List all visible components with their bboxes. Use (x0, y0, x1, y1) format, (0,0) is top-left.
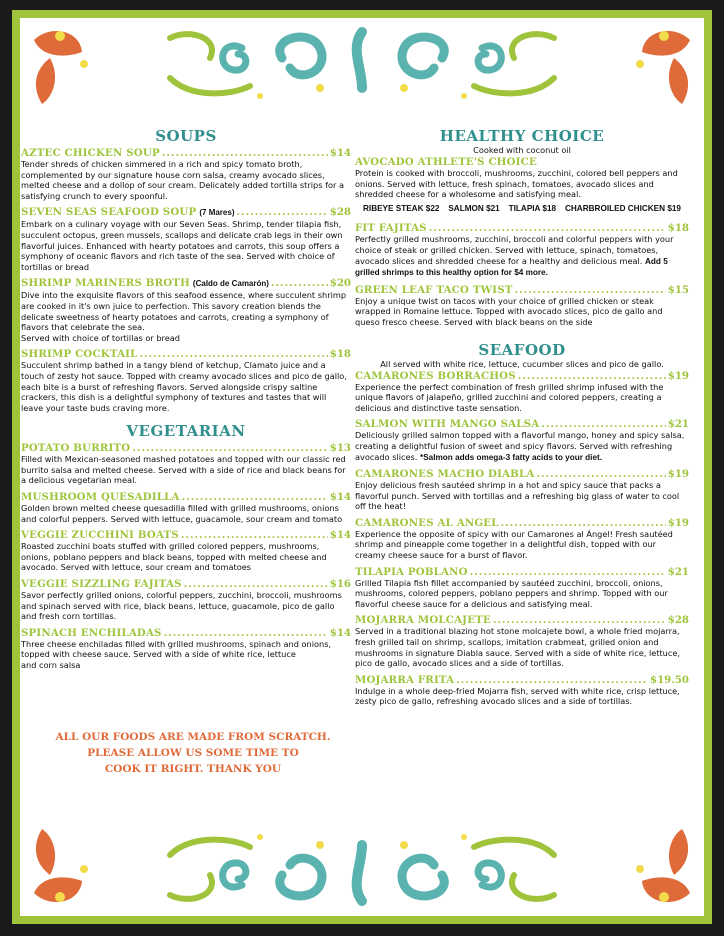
item-description: Dive into the exquisite flavors of this seafood essence, where succulent shrimp are cooked in it's own juice to perfection. This savory creation blends the delicate sweetness of hearty potatoes and carrots, creating a symphony of flavors that celebrate the sea. (21, 290, 347, 333)
left-petal-ornament (34, 31, 88, 104)
item-description: Roasted zucchini boats stuffed with grilled colored peppers, mushrooms, onions, poblano peppers and black beans, topped with melted cheese and avocado. Served with lettuce, sour cream and tomatoes (21, 541, 327, 573)
item-description: Experience the perfect combination of fresh grilled shrimp infused with the unique flavors of jalapeño, grilled zucchini and colored peppers, creating a delicious and distinctive taste sensation. (355, 381, 664, 413)
menu-item (21, 206, 351, 272)
item-price: $20 (329, 277, 351, 290)
scratch-notice-line: ALL OUR FOODS ARE MADE FROM SCRATCH. (55, 731, 331, 743)
scratch-notice (40, 729, 346, 777)
seafood-subtitle: All served with white rice, lettuce, cucumber slices and pico de gallo. (380, 358, 664, 369)
item-name: AVOCADO ATHLETE'S CHOICE (355, 156, 537, 168)
item-price: $14 (329, 491, 351, 504)
item-price: $13 (329, 442, 351, 455)
item-name: GREEN LEAF TACO TWIST (355, 283, 513, 296)
right-column (355, 128, 689, 707)
item-name: CAMARONES BORRACHOS (355, 369, 516, 382)
healthy-choice-title: HEALTHY CHOICE (439, 127, 605, 145)
protein-option: CHARBROILED CHICKEN $19 (564, 203, 681, 213)
left-column (21, 128, 351, 671)
item-price: $15 (667, 283, 689, 296)
item-description: Protein is cooked with broccoli, mushrooms, zucchini, colored bell peppers and onions. Served with lettuce, fresh spinach, tomatoes, avocado slices and shredded cheese for a wholesome and satisfying meal. (355, 168, 678, 200)
item-description: Enjoy a unique twist on tacos with your choice of grilled chicken or steak wrapped in Romaine lettuce. Topped with avocado slices, pico de gallo and queso fresco cheese. Served with black beans on the side (355, 295, 663, 327)
item-price: $21 (667, 418, 689, 431)
scratch-notice-line: COOK IT RIGHT. THANK YOU (104, 763, 282, 775)
menu-item (355, 156, 689, 214)
item-name: POTATO BURRITO (21, 442, 131, 455)
item-description: Three cheese enchiladas filled with grilled mushrooms, spinach and onions, topped with cheese sauce. Served with a side of white rice, lettuce (21, 638, 332, 660)
item-description: Experience the opposite of spicy with our Camarones al Ángel! Fresh sautéed shrimp and pineapple come together in a delightful dish, topped with our creamy cheese sauce for a burst of flavor. (355, 528, 673, 561)
bottom-ornament (20, 815, 704, 915)
protein-options (363, 204, 681, 215)
menu-item (355, 222, 689, 278)
item-name: SALMON WITH MANGO SALSA (355, 418, 540, 431)
item-name: CAMARONES MACHO DIABLA (355, 468, 535, 481)
menu-item (21, 348, 351, 413)
menu-item (355, 566, 689, 610)
item-description: Filled with Mexican-seasoned mashed potatoes and topped with our classic red burrito salsa and melted cheese. Served with a side of rice and black beans for a delicious vegetarian meal. (21, 454, 346, 486)
right-petal-ornament-bottom (636, 829, 690, 902)
item-price: $19 (667, 369, 689, 382)
protein-option: RIBEYE STEAK $22 (363, 203, 440, 213)
item-name: SEVEN SEAS SEAFOOD SOUP (21, 206, 197, 219)
item-addon-note: *Salmon adds omega-3 fatty acids to your diet. (420, 452, 603, 462)
center-swirl-ornament (170, 32, 554, 99)
item-description-extra: Served with choice of tortillas or bread (21, 332, 180, 343)
item-note: (7 Mares) (199, 208, 235, 218)
item-price: $19 (667, 516, 689, 529)
item-price: $18 (329, 348, 351, 361)
item-description: Tender shreds of chicken simmered in a rich and spicy tomato broth, complemented by our signature house corn salsa, creamy avocado slices, melted cheese and a dollop of sour cream. Delicately added tortilla strips for a satisfying crunch to every spoonful. (21, 159, 344, 201)
item-name: MUSHROOM QUESADILLA (21, 491, 180, 504)
item-description: Served in a traditional blazing hot stone molcajete bowl, a whole fried mojarra, fresh grilled tail on shrimp, scallops, imitation crabmeat, grilled onion and mushrooms in signature Diabla sauce. Served with a side of white rice, lettuce, pico de gallo, avocado slices and a side of tortillas. (355, 626, 681, 669)
item-name: VEGGIE ZUCCHINI BOATS (21, 529, 179, 542)
item-description: Deliciously grilled salmon topped with a flavorful mango, honey and spicy salsa, creating a delightful fusion of sweet and spicy flavors. Served with refreshing avocado slices. *Salmon adds omega-3 fatty acids to your diet. (355, 430, 685, 462)
menu-item (21, 491, 351, 524)
scratch-notice-line: PLEASE ALLOW US SOME TIME TO (87, 747, 299, 759)
item-name: TILAPIA POBLANO (355, 565, 468, 578)
item-description: Grilled Tilapia fish fillet accompanied by sautéed zucchini, broccoli, onions, mushrooms, colored peppers, poblano peppers and shrimp. Topped with our flavorful cheese sauce for a delicious and satisfying meal. (355, 577, 668, 609)
item-price: $21 (667, 565, 689, 578)
item-description: Indulge in a whole deep-fried Mojarra fish, served with white rice, crisp lettuce, zesty pico de gallo, refreshing avocado slices and a side of tortillas. (355, 685, 680, 707)
menu-item (21, 529, 351, 573)
menu-item (21, 277, 351, 343)
menu-item (355, 674, 689, 707)
menu-item (21, 627, 351, 671)
item-note: (Caldo de Camarón) (192, 279, 269, 289)
item-description: Succulent shrimp bathed in a tangy blend of ketchup, Clamato juice and a touch of zesty hot sauce. Topped with creamy avocado slices and pico de gallo, each bite is a burst of refreshing flavors. Served alongside crispy saltine crackers, this dish is a delightful symphony of textures and tastes that will leave your taste buds craving more. (21, 360, 347, 413)
item-name: CAMARONES AL ANGEL (355, 516, 499, 529)
item-price: $16 (329, 578, 351, 591)
item-name: AZTEC CHICKEN SOUP (21, 147, 160, 159)
item-price: $14 (329, 626, 351, 639)
item-description: Perfectly grilled mushrooms, zucchini, broccoli and colorful peppers with your choice of steak or grilled chicken. Served with lettuce, spinach, tomatoes, avocado slices and shredded cheese for a healthy and delicious meal. Add 5 grilled shrimps to this healthy option for $4 more. (355, 234, 674, 278)
item-price: $19.50 (650, 673, 689, 686)
menu-item (355, 614, 689, 668)
left-petal-ornament-bottom (34, 829, 88, 902)
menu-item (355, 418, 689, 463)
item-name: MOJARRA MOLCAJETE (355, 614, 491, 627)
menu-item (355, 284, 689, 328)
item-name: SHRIMP COCKTAIL (21, 348, 138, 361)
item-name: SHRIMP MARINERS BROTH (21, 277, 190, 290)
item-price: $18 (667, 222, 689, 235)
item-price: $28 (667, 614, 689, 627)
item-price: $28 (329, 206, 351, 219)
item-price: $14 (329, 147, 351, 159)
item-description: Enjoy delicious fresh sautéed shrimp in a hot and spicy sauce that packs a flavorful punch. Served with tortillas and a refreshing big glass of water to cool off the heat! (355, 480, 680, 512)
item-description: Savor perfectly grilled onions, colorful peppers, zucchini, broccoli, mushrooms and spinach served with rice, black beans, lettuce, guacamole, pico de gallo and fresh corn tortillas. (21, 590, 342, 622)
item-price: $14 (329, 529, 351, 542)
menu-item (21, 442, 351, 486)
menu-item (355, 370, 689, 414)
item-description: Golden brown melted cheese quesadilla filled with grilled mushrooms, onions and colorful peppers. Served with lettuce, guacamole, sour cream and tomato (21, 503, 343, 524)
center-swirl-ornament-bottom (170, 834, 554, 901)
top-ornament (20, 18, 704, 118)
item-addon-note: Add 5 grilled shrimps to this healthy option for $4 more. (355, 256, 668, 278)
protein-option: TILAPIA $18 (508, 203, 557, 213)
protein-option: SALMON $21 (448, 203, 500, 213)
healthy-choice-subtitle: Cooked with coconut oil (473, 145, 571, 155)
menu-item (21, 578, 351, 622)
menu-item (21, 147, 351, 201)
right-petal-ornament (636, 31, 690, 104)
menu-item (355, 468, 689, 512)
item-description: Embark on a culinary voyage with our Seven Seas. Shrimp, tender tilapia fish, succulent octopus, green mussels, scallops and delicate crab legs in their own flavorful juices. Enhanced with hearty potatoes and carrots, this soup offers a symphony of oceanic flavors and rich taste of the sea. Served with choice of tortillas or bread (21, 219, 343, 272)
menu-item (355, 517, 689, 561)
item-name: VEGGIE SIZZLING FAJITAS (21, 578, 182, 591)
item-price: $19 (667, 468, 689, 481)
item-description-extra: and corn salsa (21, 660, 81, 670)
item-name: FIT FAJITAS (355, 222, 427, 235)
item-name: MOJARRA FRITA (355, 673, 455, 686)
seafood-title: SEAFOOD (478, 340, 566, 359)
vegetarian-title: VEGETARIAN (126, 422, 246, 441)
item-name: SPINACH ENCHILADAS (21, 626, 162, 639)
soups-title: SOUPS (155, 127, 217, 145)
